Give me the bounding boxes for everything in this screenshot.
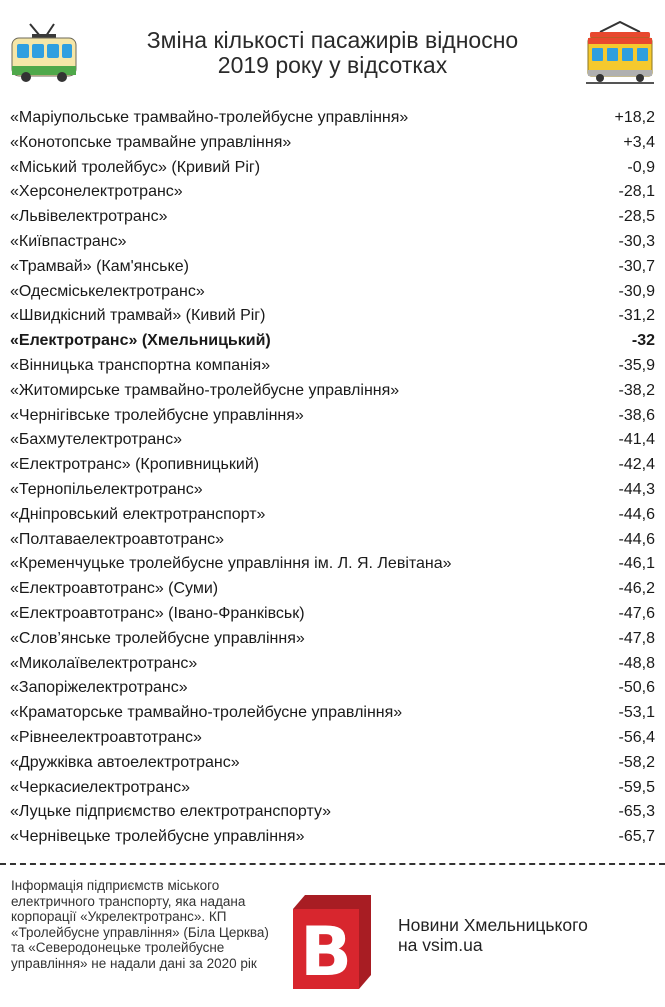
table-row [10, 453, 655, 478]
row-name: «Житомирське трамвайно-тролейбусне управління» [10, 381, 400, 399]
table-row [10, 577, 655, 602]
row-value: -56,4 [618, 728, 655, 746]
row-value: -30,9 [618, 282, 655, 300]
table-row [10, 751, 655, 776]
title-line-1: Зміна кількості пасажирів відносно [146, 27, 519, 53]
row-name: «Бахмутелектротранс» [10, 431, 183, 449]
row-name: «Вінницька транспортна компанія» [10, 356, 271, 374]
row-name: «Київпастранс» [10, 232, 127, 250]
row-value: -35,9 [618, 356, 655, 374]
row-value: -30,7 [618, 257, 655, 275]
row-name: «Трамвай» (Кам'янське) [10, 257, 189, 275]
row-name: «Херсонелектротранс» [10, 183, 183, 201]
row-name: «Луцьке підприємство електротранспорту» [10, 803, 332, 821]
title-line-2: 2019 року у відсотках [217, 52, 448, 78]
row-value: -53,1 [618, 704, 655, 722]
table-row [10, 428, 655, 453]
row-name: «Чернівецьке тролейбусне управління» [10, 828, 305, 846]
tram-icon [586, 20, 654, 86]
vsim-logo [293, 895, 371, 989]
row-value: -47,6 [618, 604, 655, 622]
brand-line-1: Новини Хмельницького [398, 915, 588, 935]
table-row [10, 156, 655, 181]
passenger-change-table [10, 106, 655, 850]
brand-caption [398, 915, 588, 955]
table-row [10, 354, 655, 379]
row-value: -65,3 [618, 803, 655, 821]
row-name: «Львівелектротранс» [10, 208, 168, 226]
table-row [10, 800, 655, 825]
row-name: «Рівнеелектроавтотранс» [10, 728, 202, 746]
row-value: -28,5 [618, 208, 655, 226]
row-name: «Кременчуцьке тролейбусне управління ім. Л. Я. Левітана» [10, 555, 452, 573]
row-name: «Краматорське трамвайно-тролейбусне управління» [10, 704, 403, 722]
source-note: Інформація підприємств міського електричного транспорту, яка надана корпорації «Укрелектротранс». КП «Тролейбусне управління» (Біла Церква) та «Северодонецьке тролейбусне управління» не надали дані за 2020 рік [11, 878, 269, 971]
table-row [10, 404, 655, 429]
row-name: «Електроавтотранс» (Івано-Франківськ) [10, 604, 305, 622]
row-value: -42,4 [618, 456, 655, 474]
table-row [10, 825, 655, 850]
table-row [10, 379, 655, 404]
row-value: -38,2 [618, 381, 655, 399]
brand-line-2: на vsim.ua [398, 935, 483, 955]
table-row [10, 180, 655, 205]
row-value: -48,8 [618, 654, 655, 672]
trolleybus-icon [10, 22, 78, 84]
row-name: «Дніпровський електротранспорт» [10, 505, 266, 523]
row-value: -50,6 [618, 679, 655, 697]
table-row [10, 304, 655, 329]
row-value: -44,3 [618, 480, 655, 498]
divider [0, 863, 665, 865]
table-row [10, 230, 655, 255]
row-value: -46,1 [618, 555, 655, 573]
row-value: -31,2 [618, 307, 655, 325]
row-name: «Полтаваелектроавтотранс» [10, 530, 225, 548]
row-name: «Черкасиелектротранс» [10, 778, 190, 796]
row-name: «Електроавтотранс» (Суми) [10, 580, 219, 598]
row-value: -0,9 [627, 158, 655, 176]
row-value: -30,3 [618, 232, 655, 250]
row-name: «Електротранс» (Хмельницький) [10, 332, 271, 350]
header [0, 0, 665, 95]
logo-letter: B [300, 913, 352, 989]
table-row [10, 652, 655, 677]
row-name: «Швидкісний трамвай» (Кивий Ріг) [10, 307, 266, 325]
table-row [10, 205, 655, 230]
table-row [10, 701, 655, 726]
table-row [10, 528, 655, 553]
row-name: «Маріупольське трамвайно-тролейбусне управління» [10, 109, 409, 126]
row-value: -32 [631, 332, 655, 350]
row-value: -65,7 [618, 828, 655, 846]
page-title [90, 28, 575, 78]
row-value: +18,2 [614, 109, 655, 126]
table-row [10, 776, 655, 801]
row-value: +3,4 [623, 133, 655, 151]
table-row [10, 552, 655, 577]
row-value: -44,6 [618, 505, 655, 523]
table-row [10, 280, 655, 305]
table-row [10, 676, 655, 701]
row-value: -46,2 [618, 580, 655, 598]
table-row [10, 503, 655, 528]
row-value: -59,5 [618, 778, 655, 796]
row-name: «Чернігівське тролейбусне управління» [10, 406, 304, 424]
table-row [10, 106, 655, 131]
row-name: «Тернопільелектротранс» [10, 480, 203, 498]
table-row [10, 255, 655, 280]
row-name: «Слов’янське тролейбусне управління» [10, 629, 305, 647]
table-row [10, 478, 655, 503]
table-row [10, 131, 655, 156]
row-value: -58,2 [618, 753, 655, 771]
table-row [10, 627, 655, 652]
row-name: «Міський тролейбус» (Кривий Ріг) [10, 158, 261, 176]
row-name: «Запоріжелектротранс» [10, 679, 188, 697]
table-row [10, 726, 655, 751]
row-value: -38,6 [618, 406, 655, 424]
row-name: «Миколаївелектротранс» [10, 654, 198, 672]
row-value: -44,6 [618, 530, 655, 548]
row-value: -47,8 [618, 629, 655, 647]
table-row [10, 602, 655, 627]
table-row [10, 329, 655, 354]
row-name: «Одесміськелектротранс» [10, 282, 205, 300]
row-name: «Електротранс» (Кропивницький) [10, 456, 260, 474]
row-name: «Конотопське трамвайне управління» [10, 133, 292, 151]
row-name: «Дружківка автоелектротранс» [10, 753, 240, 771]
row-value: -28,1 [618, 183, 655, 201]
row-value: -41,4 [618, 431, 655, 449]
